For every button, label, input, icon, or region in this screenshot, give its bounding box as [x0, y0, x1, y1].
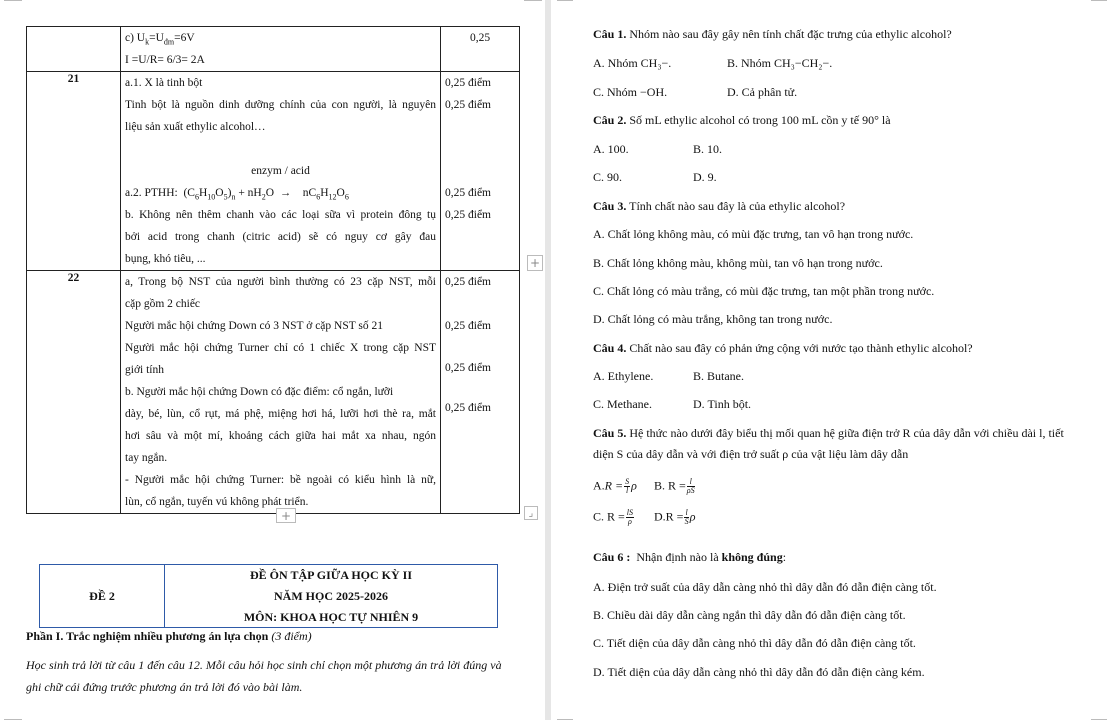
add-row-button[interactable]: + — [276, 508, 296, 523]
right-page — [551, 0, 1112, 720]
answer-line: lùn, cổ ngắn, tuyến vú không phát triển. — [125, 496, 309, 508]
answer-line: bởi acid trong chanh (citric acid) sẽ có nguy cơ gây đau — [125, 231, 436, 243]
answer-cell[interactable] — [121, 271, 441, 514]
answer-line: giới tính — [125, 364, 164, 376]
q6-option-d[interactable]: D. Tiết diện của dây dẫn càng nhỏ thì dây dẫn đó dẫn điện càng kém. — [593, 665, 925, 679]
score-cell[interactable]: 0,25 điểm 0,25 điểm 0,25 điểm 0,25 điểm — [441, 271, 520, 514]
answer-cell[interactable] — [121, 27, 441, 72]
answer-line: bụng, khó tiêu, ... — [125, 253, 206, 265]
equation-line: a.2. PTHH: $(C_6H_{10}O_5)_n + nH_2O$ → $nC_6H_{12}O_6$ — [125, 187, 349, 202]
answer-line: a.1. X là tinh bột — [125, 77, 203, 89]
answer-line: b. Không nên thêm chanh vào các loại sữa vì protein đông tụ — [125, 209, 436, 221]
q3-option-b[interactable]: B. Chất lỏng không màu, không mùi, tan vô hạn trong nước. — [593, 256, 883, 270]
q4-option-a[interactable]: A. Ethylene. — [593, 369, 654, 383]
q2-option-a[interactable]: A. 100. — [593, 142, 629, 156]
q3-option-a[interactable]: A. Chất lỏng không màu, có mùi đặc trưng, tan vô hạn trong nước. — [593, 227, 914, 241]
answer-key-table[interactable] — [26, 26, 520, 514]
q5-option-a[interactable]: A.R = $\frac{S}{l}$ ρ — [593, 477, 637, 495]
question-4: Câu 4. Chất nào sau đây có phản ứng cộng với nước tạo thành ethylic alcohol? — [593, 341, 973, 355]
exam-title: ĐỀ ÔN TẬP GIỮA HỌC KỲ II — [249, 568, 413, 582]
answer-line: dày, bé, lùn, cổ rụt, má phệ, miệng hơi há, lưỡi hơi thè ra, mắt — [125, 408, 436, 420]
left-page — [0, 0, 545, 720]
answer-cell[interactable] — [121, 72, 441, 271]
fraction: $\frac{l}{\rho S}$ — [686, 477, 695, 495]
q4-option-d[interactable]: D. Tinh bột. — [693, 397, 752, 411]
q5-option-d[interactable]: D.R = $\frac{l}{S}$ ρ — [654, 508, 696, 526]
page-corner-mark — [557, 0, 573, 1]
question-number-cell[interactable]: 22 — [27, 271, 121, 514]
q4-option-b[interactable]: B. Butane. — [693, 369, 744, 383]
exam-code: ĐỀ 2 — [40, 565, 165, 627]
q2-option-b[interactable]: B. 10. — [693, 142, 723, 156]
table-row — [27, 271, 520, 514]
q3-option-d[interactable]: D. Chất lỏng có màu trắng, không tan trong nước. — [593, 312, 833, 326]
q3-option-c[interactable]: C. Chất lỏng có màu trắng, có mùi đặc trưng, tan một phần trong nước. — [593, 284, 935, 298]
answer-line: b. Người mắc hội chứng Down có đặc điểm: cổ ngắn, lưỡi — [125, 386, 394, 398]
answer-line: hơi sâu và một mí, khoảng cách giữa hai mắt xa nhau, ngón — [125, 430, 436, 442]
instruction-line: ghi chữ cái đứng trước phương án trả lời đó vào bài làm. — [26, 680, 303, 694]
question-number-cell[interactable] — [27, 27, 121, 72]
q4-option-c[interactable]: C. Methane. — [593, 397, 652, 411]
answer-line: tay ngắn. — [125, 452, 168, 464]
question-5: Câu 5. Hệ thức nào dưới đây biểu thị mối quan hệ giữa điện trở R của dây dẫn với chiều dài l, tiết — [593, 426, 1064, 440]
part-heading: Phần I. Trắc nghiệm nhiều phương án lựa chọn (3 điểm) — [26, 629, 312, 643]
question-5-cont: diện S của dây dẫn và với điện trở suất ρ của vật liệu làm dây dẫn — [593, 447, 909, 461]
table-resize-handle[interactable]: ⌟ — [524, 506, 538, 520]
instruction-line: Học sinh trả lời từ câu 1 đến câu 12. Mỗi câu hỏi học sinh chỉ chọn một phương án trả lời đúng và — [26, 658, 502, 672]
answer-line: Người mắc hội chứng Down có 3 NST ở cặp NST số 21 — [125, 320, 384, 332]
q2-option-c[interactable]: C. 90. — [593, 170, 623, 184]
school-year: NĂM HỌC 2025-2026 — [274, 589, 388, 603]
q6-option-b[interactable]: B. Chiều dài dây dẫn càng ngắn thì dây dẫn đó dẫn điện càng tốt. — [593, 608, 906, 622]
reaction-condition: enzym / acid — [251, 165, 310, 177]
answer-line: Người mắc hội chứng Turner chỉ có 1 chiếc X trong cặp NST — [125, 342, 436, 354]
q2-option-d[interactable]: D. 9. — [693, 170, 717, 184]
page-corner-mark — [4, 0, 22, 1]
q6-option-a[interactable]: A. Điện trở suất của dây dẫn càng nhỏ thì dây dẫn đó dẫn điện càng tốt. — [593, 580, 937, 594]
exam-title-block — [165, 565, 497, 627]
score-cell[interactable]: 0,25 — [441, 27, 520, 72]
table-row — [27, 27, 520, 72]
question-6: Câu 6 : Nhận định nào là không đúng: — [593, 550, 787, 564]
exam-header-table — [39, 564, 498, 628]
q1-option-d[interactable]: D. Cả phân tử. — [727, 85, 798, 99]
fraction: $\frac{lS}{\rho}$ — [626, 508, 634, 526]
q1-option-c[interactable]: C. Nhóm −OH. — [593, 85, 668, 99]
answer-line: a, Trong bộ NST của người bình thường có 23 cặp NST, mỗi — [125, 276, 436, 288]
q5-option-b[interactable]: B. R = $\frac{l}{\rho S}$ — [654, 477, 695, 495]
question-2: Câu 2. Số mL ethylic alcohol có trong 100 mL cồn y tế 90° là — [593, 113, 891, 127]
page-corner-mark — [524, 0, 542, 1]
add-column-button[interactable]: + — [527, 255, 543, 271]
q1-option-b[interactable]: B. Nhóm CH₃−CH₂−. — [727, 56, 833, 70]
answer-line: cặp gồm 2 chiếc — [125, 298, 201, 310]
answer-line: - Người mắc hội chứng Turner: bề ngoài có kiểu hình là nữ, — [125, 474, 436, 486]
q5-option-c[interactable]: C. R = $\frac{lS}{\rho}$ — [593, 508, 634, 526]
question-1: Câu 1. Nhóm nào sau đây gây nên tính chất đặc trưng của ethylic alcohol? — [593, 27, 952, 41]
fraction: $\frac{S}{l}$ — [625, 477, 630, 495]
table-row — [27, 72, 520, 271]
answer-line: I =U/R= 6/3= 2A — [125, 54, 205, 66]
answer-line: liệu sản xuất ethylic alcohol… — [125, 121, 266, 133]
subject: MÔN: KHOA HỌC TỰ NHIÊN 9 — [243, 610, 419, 624]
answer-line: Tinh bột là nguồn dinh dưỡng chính của con người, là nguyên — [125, 99, 436, 111]
page-corner-mark — [1091, 0, 1107, 1]
q6-option-c[interactable]: C. Tiết diện của dây dẫn càng nhỏ thì dây dẫn đó dẫn điện càng tốt. — [593, 636, 916, 650]
fraction: $\frac{l}{S}$ — [684, 508, 689, 526]
score-cell[interactable]: 0,25 điểm 0,25 điểm 0,25 điểm 0,25 điểm — [441, 72, 520, 271]
question-3: Câu 3. Tính chất nào sau đây là của ethylic alcohol? — [593, 199, 846, 213]
question-number-cell[interactable]: 21 — [27, 72, 121, 271]
answer-line: c) $U_k=U_{đm}=6V$ — [125, 32, 195, 47]
q1-option-a[interactable]: A. Nhóm CH₃−. — [593, 56, 672, 70]
